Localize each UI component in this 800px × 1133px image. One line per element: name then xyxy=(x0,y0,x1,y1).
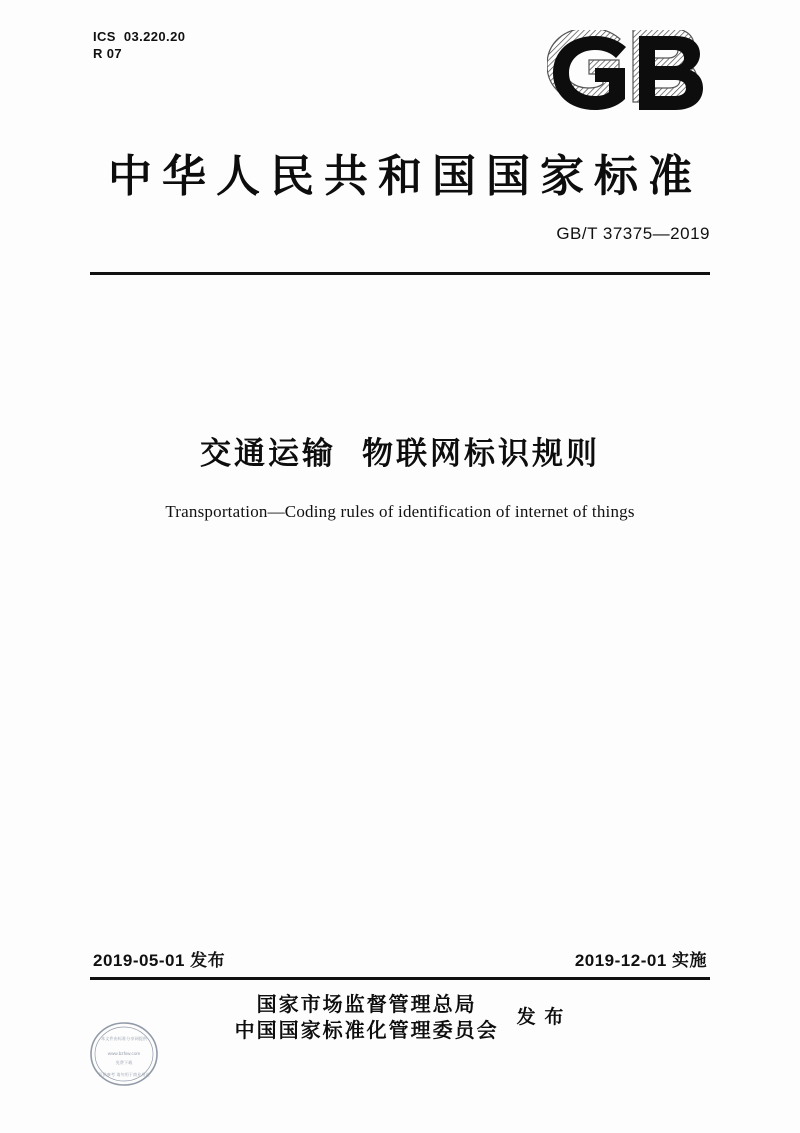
issue-date: 2019-05-01 发布 xyxy=(93,951,226,970)
seal-stamp-icon xyxy=(88,1018,160,1090)
ics-code-block xyxy=(93,28,185,62)
document-title-en: Transportation—Coding rules of identification of internet of things xyxy=(165,502,635,521)
document-title-cn xyxy=(0,428,800,473)
divider-top xyxy=(90,272,710,275)
seal-line-2: www.bzfxw.com xyxy=(107,1051,141,1056)
issuer-line-2: 中国国家标准化管理委员会 xyxy=(234,1020,499,1042)
classification-code: R 07 xyxy=(93,46,123,61)
seal-line-1: 本文件由标准分享网提供 xyxy=(100,1036,148,1041)
document-title-cn-part2: 物联网标识规则 xyxy=(362,436,600,471)
issuer-publish-label: 发 布 xyxy=(516,1007,566,1028)
seal-line-3: 免费下载 xyxy=(115,1060,133,1065)
ics-code: ICS 03.220.20 xyxy=(93,29,186,44)
issuer-names xyxy=(235,992,499,1044)
divider-bottom xyxy=(90,977,710,980)
implementation-date: 2019-12-01 实施 xyxy=(574,951,707,970)
issuer-line-1: 国家市场监督管理总局 xyxy=(256,994,477,1016)
document-title-cn-part1: 交通运输 xyxy=(200,436,336,471)
seal-line-4: 仅供参考 请勿用于商业用途 xyxy=(98,1072,150,1077)
standard-number: GB/T 37375—2019 xyxy=(556,224,710,243)
national-standard-title: 中华人民共和国国家标准 xyxy=(108,152,702,201)
gb-logo-icon xyxy=(547,30,722,116)
